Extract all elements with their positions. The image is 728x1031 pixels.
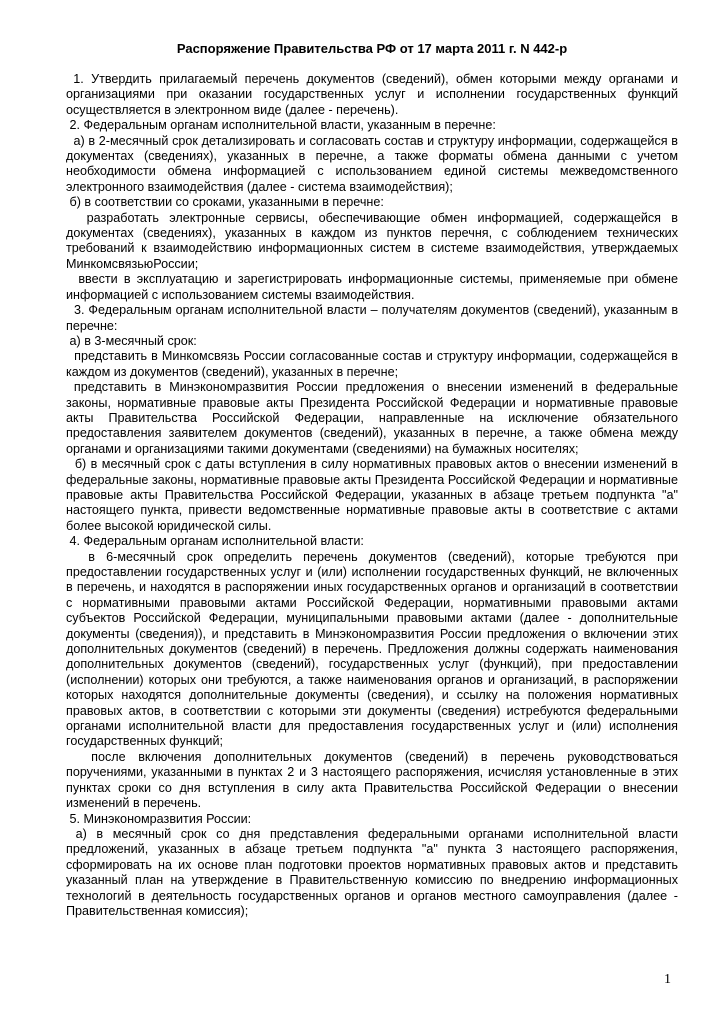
paragraph: 3. Федеральным органам исполнительной власти – получателям документов (сведений), указанным в перечне: bbox=[66, 303, 682, 333]
paragraph: б) в месячный срок с даты вступления в силу нормативных правовых актов о внесении изменений в федеральные законы, нормативные правовые акты Президента Российской Федерации и нормативные правовые акты Правительства Российской Федерации, указанных в абзаце третьем подпункта "а" настоящего пункта, привести ведомственные нормативные правовые акты в соответствие с актами более высокой юридической силы. bbox=[66, 457, 682, 533]
paragraph: 1. Утвердить прилагаемый перечень документов (сведений), обмен которыми между органами и организациями при оказании государственных услуг и исполнении государственных функций осуществляется в электронном виде (далее - перечень). bbox=[66, 72, 682, 117]
paragraph: а) в месячный срок со дня представления федеральными органами исполнительной власти предложений, указанных в абзаце третьем подпункта "а" пункта 3 настоящего распоряжения, сформировать на их основе план подготовки проектов нормативных правовых актов и представить указанный план на утверждение в Правительственную комиссию по внедрению информационных технологий в деятельность государственных органов и органов местного самоуправления (далее - Правительственная комиссия); bbox=[66, 826, 682, 918]
paragraph: разработать электронные сервисы, обеспечивающие обмен информацией, содержащейся в документах (сведениях), указанных в каждом из пунктов перечня, с соблюдением технических требований к взаимодействию информационных систем в системе взаимодействия, утверждаемых МинкомсвязьюРоссии; bbox=[66, 210, 682, 271]
paragraph: а) в 2-месячный срок детализировать и согласовать состав и структуру информации, содержащейся в документах (сведениях), указанных в перечне, а также форматы обмена данными с учетом необходимости обмена информацией с использованием единой системы межведомственного электронного взаимодействия (далее - система взаимодействия); bbox=[66, 133, 682, 194]
paragraph: представить в Минэкономразвития России предложения о внесении изменений в федеральные законы, нормативные правовые акты Президента Российской Федерации и нормативные правовые акты Правительства Российской Федерации, направленные на исключение обязательного предоставления заявителем документов (сведений), указанных в перечне, а также обмена между органами и организациями такими документами (сведениями) на бумажных носителях; bbox=[66, 380, 682, 456]
paragraph: представить в Минкомсвязь России согласованные состав и структуру информации, содержащейся в каждом из документов (сведений), указанных в перечне; bbox=[66, 349, 682, 379]
page-number: 1 bbox=[664, 972, 671, 987]
paragraph: а) в 3-месячный срок: bbox=[66, 333, 197, 348]
paragraph: в 6-месячный срок определить перечень документов (сведений), которые требуются при предоставлении государственных услуг и (или) исполнении государственных функций, не включенных в перечень, и находятся в распоряжении иных государственных органов и организаций в соответствии с нормативными правовыми актами Российской Федерации, нормативными правовыми актами субъектов Российской Федерации, муниципальными правовыми актами (далее - дополнительные документы (сведения)), и представить в Минэкономразвития России предложения о включении этих дополнительных документов (сведений) в перечень. Предложения должны содержать наименования дополнительных документов (сведений), государственных услуг (функций), при предоставлении (исполнении) которых они требуются, а также наименования органов и организаций, в распоряжении которых находятся дополнительные документы (сведения), и ссылку на положения нормативных правовых актов, в соответствии с которыми эти документы (сведения) истребуются федеральными органами исполнительной власти для предоставления государственных услуг и (или) исполнения государственных функций; bbox=[66, 549, 682, 749]
paragraph: 2. Федеральным органам исполнительной власти, указанным в перечне: bbox=[66, 118, 496, 133]
paragraph: 5. Минэкономразвития России: bbox=[66, 811, 252, 826]
paragraph: 4. Федеральным органам исполнительной власти: bbox=[66, 534, 364, 549]
document-body bbox=[66, 72, 682, 919]
paragraph: после включения дополнительных документов (сведений) в перечень руководствоваться поручениями, указанными в пунктах 2 и 3 настоящего распоряжения, исчисляя установленные в этих пунктах сроки со дня вступления в силу акта Правительства Российской Федерации о внесении изменений в перечень. bbox=[66, 749, 682, 811]
document-title: Распоряжение Правительства РФ от 17 марта 2011 г. N 442-р bbox=[176, 41, 568, 56]
paragraph: ввести в эксплуатацию и зарегистрировать информационные системы, применяемые при обмене информацией с использованием системы взаимодействия. bbox=[66, 272, 682, 302]
paragraph: б) в соответствии со сроками, указанными в перечне: bbox=[66, 195, 384, 210]
